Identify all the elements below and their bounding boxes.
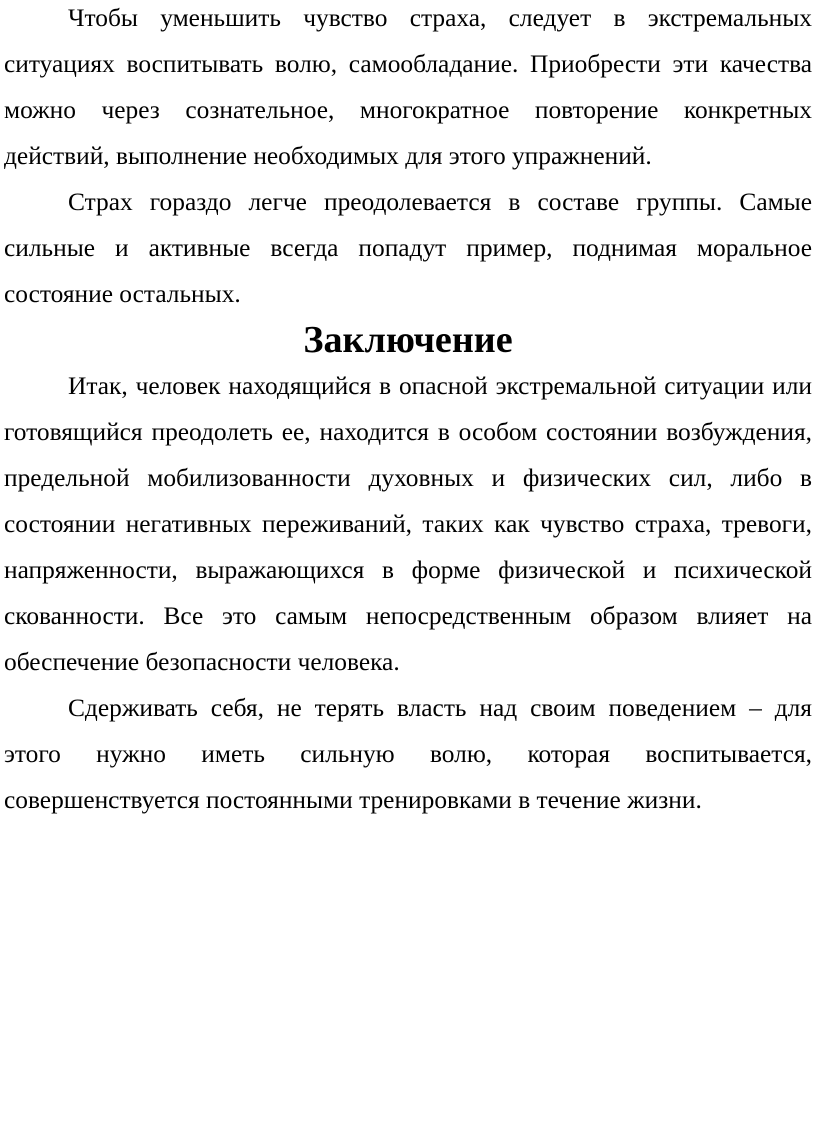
section-heading-conclusion: Заключение <box>303 319 513 361</box>
document-body <box>4 0 812 823</box>
paragraph-self-control: Сдерживать себя, не терять власть над своим поведением – для этого нужно иметь сильную волю, которая воспитывается, совершенствуется постоянными тренировками в течение жизни. <box>4 694 812 814</box>
paragraph-fear-reduction: Чтобы уменьшить чувство страха, следует в экстремальных ситуациях воспитывать волю, самообладание. Приобрести эти качества можно через сознательное, многократное повторение конкретных действий, выполнение необходимых для этого упражнений. <box>4 4 812 170</box>
paragraph-conclusion-state: Итак, человек находящийся в опасной экстремальной ситуации или готовящийся преодолеть ее, находится в особом состоянии возбуждения, предельной мобилизованности духовных и физических сил, либо в состоянии негативных переживаний, таких как чувство страха, тревоги, напряженности, выражающихся в форме физической и психической скованности. Все это самым непосредственным образом влияет на обеспечение безопасности человека. <box>4 372 812 676</box>
paragraph-group-fear: Страх гораздо легче преодолевается в составе группы. Самые сильные и активные всегда попадут пример, поднимая моральное состояние остальных. <box>4 188 812 308</box>
